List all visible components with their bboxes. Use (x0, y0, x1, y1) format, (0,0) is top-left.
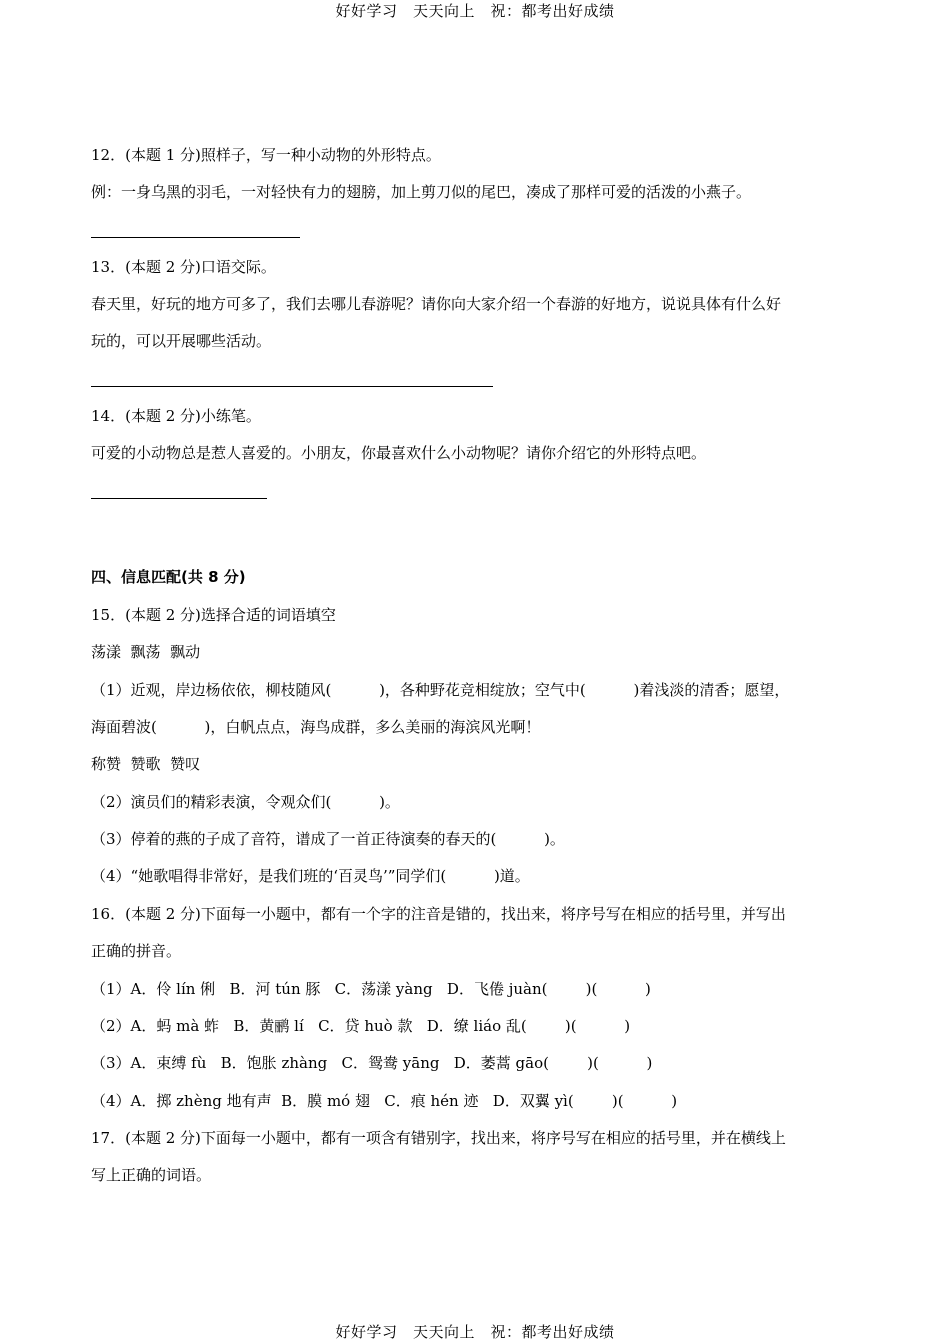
section-4-heading: 四、信息匹配(共 8 分) (91, 568, 246, 586)
question-16-item-2: （2）A．蚂 mà 蚱 B．黄鹂 lí C．贷 huò 款 D．缭 liáo 乱( )( ) (91, 1017, 631, 1035)
question-15-item-4: （4）“她歌唱得非常好，是我们班的‘百灵鸟’”同学们( )道。 (91, 867, 530, 885)
question-15-item-3: （3）停着的燕的子成了音符，谱成了一首正待演奏的春天的( )。 (91, 830, 565, 848)
page-footer: 好好学习 天天向上 祝：都考出好成绩 (335, 1323, 615, 1341)
question-14-title: 14．(本题 2 分)小练笔。 (91, 407, 261, 425)
question-16-item-4: （4）A．掷 zhèng 地有声 B．膜 mó 翅 C．痕 hén 迹 D．双翼 yì( )( ) (91, 1092, 678, 1110)
question-16-title-line-2: 正确的拼音。 (91, 942, 182, 960)
question-15-item-1-line-2: 海面碧波( )，白帆点点，海鸟成群，多么美丽的海滨风光啊！ (91, 718, 541, 736)
question-13-title: 13．(本题 2 分)口语交际。 (91, 258, 276, 276)
question-12-example: 例：一身乌黑的羽毛，一对轻快有力的翅膀，加上剪刀似的尾巴，凑成了那样可爱的活泼的小燕子。 (91, 183, 752, 201)
question-15-item-2: （2）演员们的精彩表演，令观众们( )。 (91, 793, 400, 811)
answer-line-14[interactable] (91, 498, 267, 499)
question-17-title-line-1: 17．(本题 2 分)下面每一小题中，都有一项含有错别字，找出来，将序号写在相应的括号里，并在横线上 (91, 1129, 786, 1147)
question-16-item-3: （3）A．束缚 fù B．饱胀 zhàng C．鸳鸯 yāng D．萎蒿 gāo( )( ) (91, 1054, 653, 1072)
question-13-prompt-line-2: 玩的，可以开展哪些活动。 (91, 332, 272, 350)
page-header: 好好学习 天天向上 祝：都考出好成绩 (335, 2, 615, 20)
answer-line-12[interactable] (91, 237, 300, 238)
question-15-title: 15．(本题 2 分)选择合适的词语填空 (91, 606, 336, 624)
question-16-item-1: （1）A．伶 lín 俐 B．河 tún 豚 C．荡漾 yàng D．飞倦 juàn( )( ) (91, 980, 651, 998)
word-bank-1: 荡漾 飘荡 飘动 (91, 643, 201, 661)
question-14-prompt: 可爱的小动物总是惹人喜爱的。小朋友，你最喜欢什么小动物呢？请你介绍它的外形特点吧。 (91, 444, 707, 462)
word-bank-2: 称赞 赞歌 赞叹 (91, 755, 201, 773)
question-15-item-1-line-1: （1）近观，岸边杨依依，柳枝随风( )，各种野花竞相绽放；空气中( )着浅淡的清香；愿望， (91, 681, 790, 699)
question-13-prompt-line-1: 春天里，好玩的地方可多了，我们去哪儿春游呢？请你向大家介绍一个春游的好地方，说说具体有什么好 (91, 295, 782, 313)
question-12-title: 12．(本题 1 分)照样子，写一种小动物的外形特点。 (91, 146, 441, 164)
question-16-title-line-1: 16．(本题 2 分)下面每一小题中，都有一个字的注音是错的，找出来，将序号写在相应的括号里，并写出 (91, 905, 786, 923)
answer-line-13[interactable] (91, 386, 493, 387)
question-17-title-line-2: 写上正确的词语。 (91, 1166, 212, 1184)
